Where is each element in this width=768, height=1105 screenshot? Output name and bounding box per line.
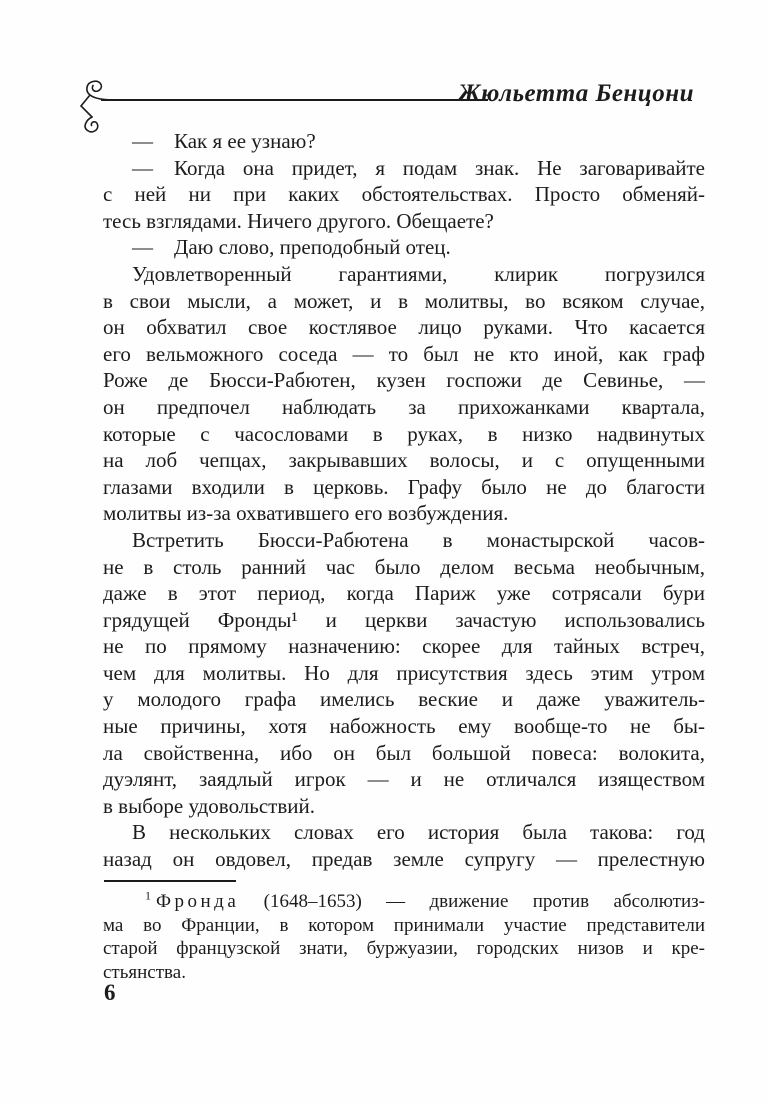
footnote-line: ма во Франции, в котором принимали участие представители [103, 914, 705, 936]
footnote-separator [104, 880, 236, 882]
footnote-marker: 1 [145, 890, 151, 903]
text-line: его вельможного соседа — то был не кто иной, как граф [103, 341, 705, 366]
text-line: глазами входили в церковь. Графу было не до благости [103, 474, 705, 499]
footnote-first-line-text: (1648–1653) — движение против абсолютиз- [239, 891, 705, 912]
paragraph [103, 819, 705, 872]
footnote-first-line [103, 890, 705, 914]
paragraph [103, 155, 705, 235]
text-line: молитвы из-за охватившего его возбуждения. [103, 501, 509, 526]
text-line: с ней ни при каких обстоятельствах. Просто обменяй- [103, 182, 705, 207]
text-line: которые с часословами в руках, в низко надвинутых [103, 421, 705, 446]
running-head-author: Жюльетта Бенцони [457, 80, 694, 107]
footnote-line: старой французской знати, буржуазии, городских низов и кре- [103, 938, 705, 960]
text-line: не в столь ранний час было делом весьма необычным, [103, 554, 705, 579]
paragraph [103, 527, 705, 820]
header-rule [101, 99, 488, 101]
text-line: на лоб чепцах, закрывавших волосы, и с опущенными [103, 448, 705, 473]
text-line: — Даю слово, преподобный отец. [132, 235, 451, 260]
text-line: — Когда она придет, я подам знак. Не заговаривайте [132, 155, 705, 180]
text-block [103, 128, 705, 873]
text-line: дуэлянт, заядлый игрок — и не отличался изяществом [103, 767, 705, 792]
text-line: назад он овдовел, предав земле супругу — прелестную [103, 847, 705, 872]
paragraph [103, 234, 705, 261]
flourish-ornament [79, 79, 115, 133]
text-line: у молодого графа имелись веские и даже уважитель- [103, 687, 705, 712]
paragraph [103, 128, 705, 155]
paragraph [103, 261, 705, 527]
footnote-term: Фронда [156, 891, 240, 912]
text-line: грядущей Фронды¹ и церкви зачастую использовались [103, 607, 705, 632]
text-line: Роже де Бюсси-Рабютен, кузен госпожи де Севинье, — [103, 368, 705, 393]
text-line: он обхватил свое костлявое лицо руками. Что касается [103, 315, 705, 340]
text-line: ные причины, хотя набожность ему вообще-то не бы- [103, 714, 705, 739]
text-line: — Как я ее узнаю? [132, 129, 316, 153]
text-line: В нескольких словах его история была такова: год [132, 820, 705, 845]
text-line: в свои мысли, а может, и в молитвы, во всяком случае, [103, 288, 705, 313]
text-line: даже в этот период, когда Париж уже сотрясали бури [103, 581, 705, 606]
page-number: 6 [104, 980, 116, 1005]
footnote-line: стьянства. [103, 961, 186, 983]
text-line: Удовлетворенный гарантиями, клирик погрузился [132, 261, 705, 286]
text-line: ла свойственна, ибо он был большой повеса: волокита, [103, 740, 705, 765]
text-line: Встретить Бюсси-Рабютена в монастырской часов- [132, 527, 705, 552]
text-line: тесь взглядами. Ничего другого. Обещаете? [103, 208, 494, 233]
footnote [103, 890, 705, 984]
text-line: не по прямому назначению: скорее для тайных встреч, [103, 634, 705, 659]
text-line: чем для молитвы. Но для присутствия здесь этим утром [103, 660, 705, 685]
text-line: он предпочел наблюдать за прихожанками квартала, [103, 394, 705, 419]
text-line: в выборе удовольствий. [103, 793, 315, 818]
